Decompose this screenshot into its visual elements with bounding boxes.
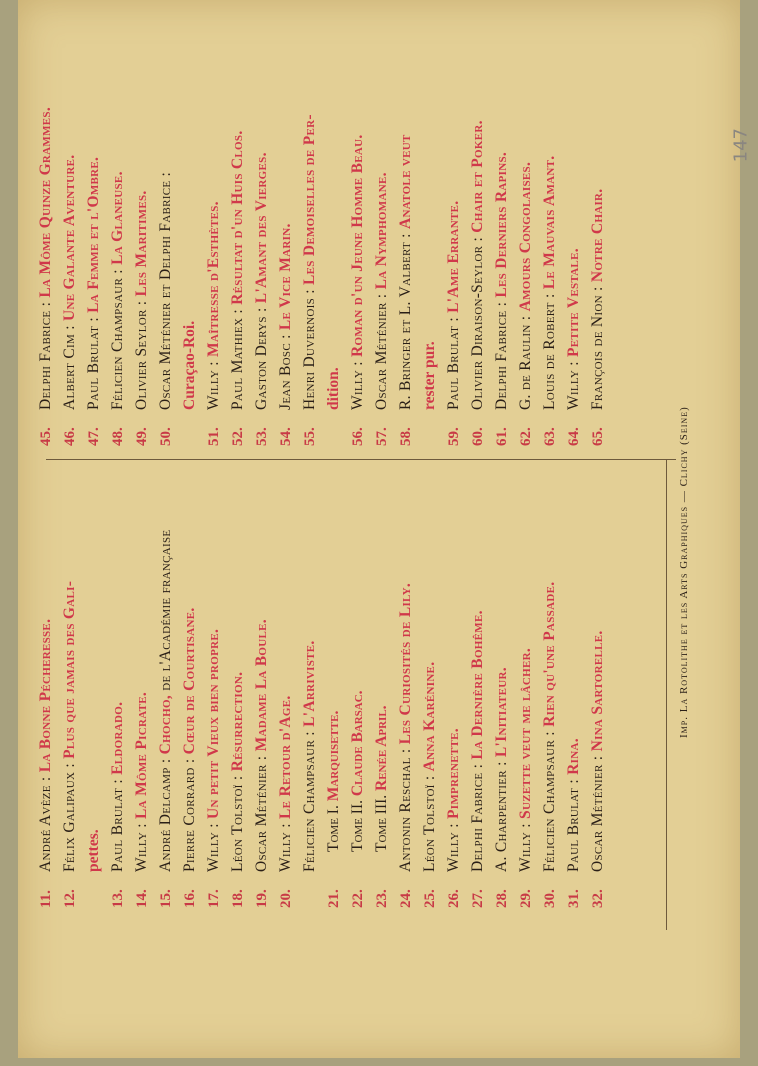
entry-number: 17. (206, 889, 222, 908)
catalog-sheet (18, 0, 740, 1058)
book-title: Résurrection. (229, 671, 246, 772)
book-title: Roman d'un Jeune Homme Beau. (349, 134, 366, 357)
imprint-rule (666, 460, 667, 930)
author-name: Gaston Derys : (253, 303, 270, 410)
entry-author (252, 619, 272, 872)
imprint-text: Imp. La Rotolithe et les Arts Graphiques — Clichy (Seine) (678, 406, 690, 738)
entry-number: 59. (446, 427, 462, 446)
author-name: André Avèze : (37, 772, 54, 872)
entry-author (348, 134, 368, 410)
entry-number: 64. (566, 427, 582, 446)
entry-author (204, 629, 224, 872)
tome-label: Tome III. (373, 790, 390, 852)
entry-number: 28. (494, 889, 510, 908)
author-name: François de Nion : (589, 282, 606, 410)
author-name: Léon Tolstoï : (421, 771, 438, 872)
entry-author (156, 172, 176, 410)
author-name: Louis de Robert : (541, 289, 558, 410)
entry-author (564, 248, 584, 410)
entry-author (108, 702, 128, 872)
entry-number: 12. (62, 889, 78, 908)
entry-author (492, 667, 512, 872)
book-title: Petite Vestale. (565, 248, 582, 357)
book-title: Résultat d'un Huis Clos. (229, 130, 246, 305)
entry-author (84, 157, 104, 410)
book-title: Un petit Vieux bien propre. (205, 628, 222, 819)
entry-author (132, 692, 152, 872)
book-title: L'Arriviste. (301, 640, 318, 727)
entry-author (516, 162, 536, 410)
entry-number: 13. (110, 889, 126, 908)
book-title: Eldorado. (109, 701, 126, 775)
title-suffix: de l'Académie française (157, 529, 174, 695)
author-name: Félicien Champsaur : (541, 726, 558, 872)
author-name: Oscar Méténier : (589, 751, 606, 872)
tome-label: Tome I. (325, 801, 342, 852)
author-name: Félix Galipaux : (61, 758, 78, 872)
entry-number: 45. (38, 427, 54, 446)
entry-number: 54. (278, 427, 294, 446)
entry-number: 24. (398, 889, 414, 908)
author-name: Henri Duvernois : (301, 285, 318, 410)
entry-author (444, 728, 464, 872)
author-name: Paul Brulat : (445, 312, 462, 410)
entry-number: 32. (590, 889, 606, 908)
book-title: Amours Congolaises. (517, 161, 534, 312)
entry-author (36, 107, 56, 410)
book-title: Suzette veut me lâcher. (517, 647, 534, 819)
entry-number: 61. (494, 427, 510, 446)
entry-author (516, 648, 536, 872)
entry-author (228, 130, 248, 410)
tome-label: Tome II. (349, 796, 366, 852)
author-name: Willy : (277, 818, 294, 872)
page-number-mark: 147 (730, 128, 751, 163)
entry-number: 21. (326, 889, 342, 908)
entry-number: 25. (422, 889, 438, 908)
author-name: Albert Cim : (61, 321, 78, 410)
book-title: Pimprenette. (445, 728, 462, 819)
book-title: La Dernière Bohême. (469, 610, 486, 760)
book-title: La Bonne Pécheresse. (37, 618, 54, 773)
book-title: Le Mauvais Amant. (541, 155, 558, 290)
book-title: Les Maritimes. (133, 190, 150, 297)
entry-author (420, 662, 440, 872)
book-title: Anatole veut (397, 134, 414, 230)
book-title: Rina. (565, 738, 582, 775)
entry-author (60, 155, 80, 410)
author-name: Antonin Reschal : (397, 744, 414, 872)
entry-number: 53. (254, 427, 270, 446)
author-name: Willy : (445, 818, 462, 872)
book-title: L'Amant des Vierges. (253, 152, 270, 304)
entry-number: 20. (278, 889, 294, 908)
author-name: Oscar Méténier : (253, 751, 270, 872)
book-title: Le Retour d'Age. (277, 695, 294, 819)
entry-number: 30. (542, 889, 558, 908)
entry-author (588, 189, 608, 410)
entry-number: 60. (470, 427, 486, 446)
book-title: Plus que jamais des Gali- (61, 580, 78, 759)
entry-tome (324, 711, 344, 852)
entry-author (108, 171, 128, 410)
entry-number: 57. (374, 427, 390, 446)
entry-author (36, 619, 56, 872)
book-title: Marquisette. (325, 710, 342, 802)
author-name: G. de Raulin : (517, 311, 534, 410)
entry-tome (372, 705, 392, 852)
book-title: La Môme Picrate. (133, 691, 150, 819)
book-title-continuation: dition. (325, 367, 342, 410)
book-title: Nina Sartorelle. (589, 630, 606, 752)
book-title: Anna Karénine. (421, 661, 438, 772)
entry-number: 48. (110, 427, 126, 446)
entry-number: 27. (470, 889, 486, 908)
author-name: Willy : (517, 818, 534, 872)
entry-number: 55. (302, 427, 318, 446)
book-title: Chair et Poker. (469, 120, 486, 233)
entry-number: 26. (446, 889, 462, 908)
entry-number: 16. (182, 889, 198, 908)
entry-number: 65. (590, 427, 606, 446)
entry-author (204, 201, 224, 410)
entry-author (492, 152, 512, 410)
entry-number: 47. (86, 427, 102, 446)
author-name: Willy : (205, 818, 222, 872)
entry-number: 46. (62, 427, 78, 446)
author-name: Jean Bosc : (277, 330, 294, 410)
book-title: Cœur de Courtisane. (181, 607, 198, 755)
entry-number: 56. (350, 427, 366, 446)
entry-number: 11. (38, 890, 54, 908)
entry-number: 50. (158, 427, 174, 446)
book-title: Notre Chair. (589, 188, 606, 283)
author-name: Paul Brulat : (85, 312, 102, 410)
entry-author (300, 640, 320, 872)
entry-number: 52. (230, 427, 246, 446)
book-title-continuation: Curaçao-Roi. (181, 320, 198, 410)
entry-author (564, 738, 584, 872)
book-title: Les Derniers Rapins. (493, 151, 510, 298)
author-name: Félicien Champsaur : (301, 726, 318, 872)
author-name: André Delcamp : (157, 754, 174, 872)
book-title: Renée April. (373, 705, 390, 791)
book-title: L'Initiateur. (493, 667, 510, 758)
book-title: Le Vice Marin. (277, 223, 294, 331)
author-name: Pierre Corrard : (181, 754, 198, 872)
author-name: Oscar Méténier : (373, 289, 390, 410)
author-name: A. Charpentier : (493, 757, 510, 872)
book-title: La Femme et l'Ombre. (85, 156, 102, 313)
book-title: Rien qu'une Passade. (541, 581, 558, 727)
entry-author (252, 152, 272, 410)
author-name: R. Bringer et L. Valbert : (397, 229, 414, 410)
entry-author (588, 630, 608, 872)
author-name: Willy : (133, 818, 150, 872)
rotated-page-content (18, 0, 740, 1058)
entry-author (300, 114, 320, 410)
book-title: Les Curiosités de Lily. (397, 582, 414, 745)
author-name: Paul Brulat : (109, 774, 126, 872)
column-divider (46, 459, 676, 460)
entry-number: 63. (542, 427, 558, 446)
author-name: Paul Brulat : (565, 774, 582, 872)
entry-author (132, 190, 152, 410)
author-name: Félicien Champsaur : (109, 264, 126, 410)
entry-number: 15. (158, 889, 174, 908)
book-title-continuation: pettes. (85, 829, 102, 872)
entry-author (228, 672, 248, 872)
entry-number: 49. (134, 427, 150, 446)
entry-author (60, 581, 80, 872)
entry-author (540, 582, 560, 872)
entry-author (372, 172, 392, 410)
book-title: Claude Barsac. (349, 690, 366, 797)
author-name: Léon Tolstoï : (229, 771, 246, 872)
author-name: Willy : (565, 356, 582, 410)
entry-author (276, 223, 296, 410)
entry-number: 23. (374, 889, 390, 908)
book-title: Maîtresse d'Esthètes. (205, 201, 222, 357)
entry-author (540, 156, 560, 410)
entry-author (468, 120, 488, 410)
entry-number: 29. (518, 889, 534, 908)
book-title: Les Demoiselles de Per- (301, 114, 318, 285)
entry-number: 62. (518, 427, 534, 446)
entry-number: 18. (230, 889, 246, 908)
author-name: Oscar Méténier et Delphi Fabrice : (157, 171, 174, 410)
entry-author (276, 695, 296, 872)
entry-number: 51. (206, 427, 222, 446)
entry-number: 19. (254, 889, 270, 908)
author-name: Delphi Fabrice : (37, 297, 54, 410)
author-name: Olivier Seylor : (133, 296, 150, 410)
entry-number: 58. (398, 427, 414, 446)
author-name: Willy : (349, 356, 366, 410)
entry-number: 22. (350, 889, 366, 908)
entry-author (444, 201, 464, 410)
author-name: Willy : (205, 356, 222, 410)
book-title-continuation: rester pur. (421, 341, 438, 410)
book-title: La Môme Quinze Grammes. (37, 106, 54, 298)
author-name: Olivier Diraison-Seylor : (469, 232, 486, 410)
book-title: La Nymphomane. (373, 172, 390, 290)
entry-author (180, 607, 200, 872)
entry-author (396, 134, 416, 410)
entry-author (468, 610, 488, 872)
book-title: Chocho, (157, 694, 174, 755)
entry-tome (348, 690, 368, 852)
entry-author (396, 583, 416, 872)
entry-author (156, 530, 176, 872)
entry-number: 14. (134, 889, 150, 908)
book-title: Une Galante Aventure. (61, 154, 78, 322)
entry-number: 31. (566, 889, 582, 908)
author-name: Delphi Fabrice : (469, 759, 486, 872)
author-name: Delphi Fabrice : (493, 297, 510, 410)
author-name: Paul Mathiex : (229, 304, 246, 410)
book-title: Madame La Boule. (253, 619, 270, 752)
book-title: L'Ame Errante. (445, 200, 462, 313)
book-title: La Glaneuse. (109, 171, 126, 265)
